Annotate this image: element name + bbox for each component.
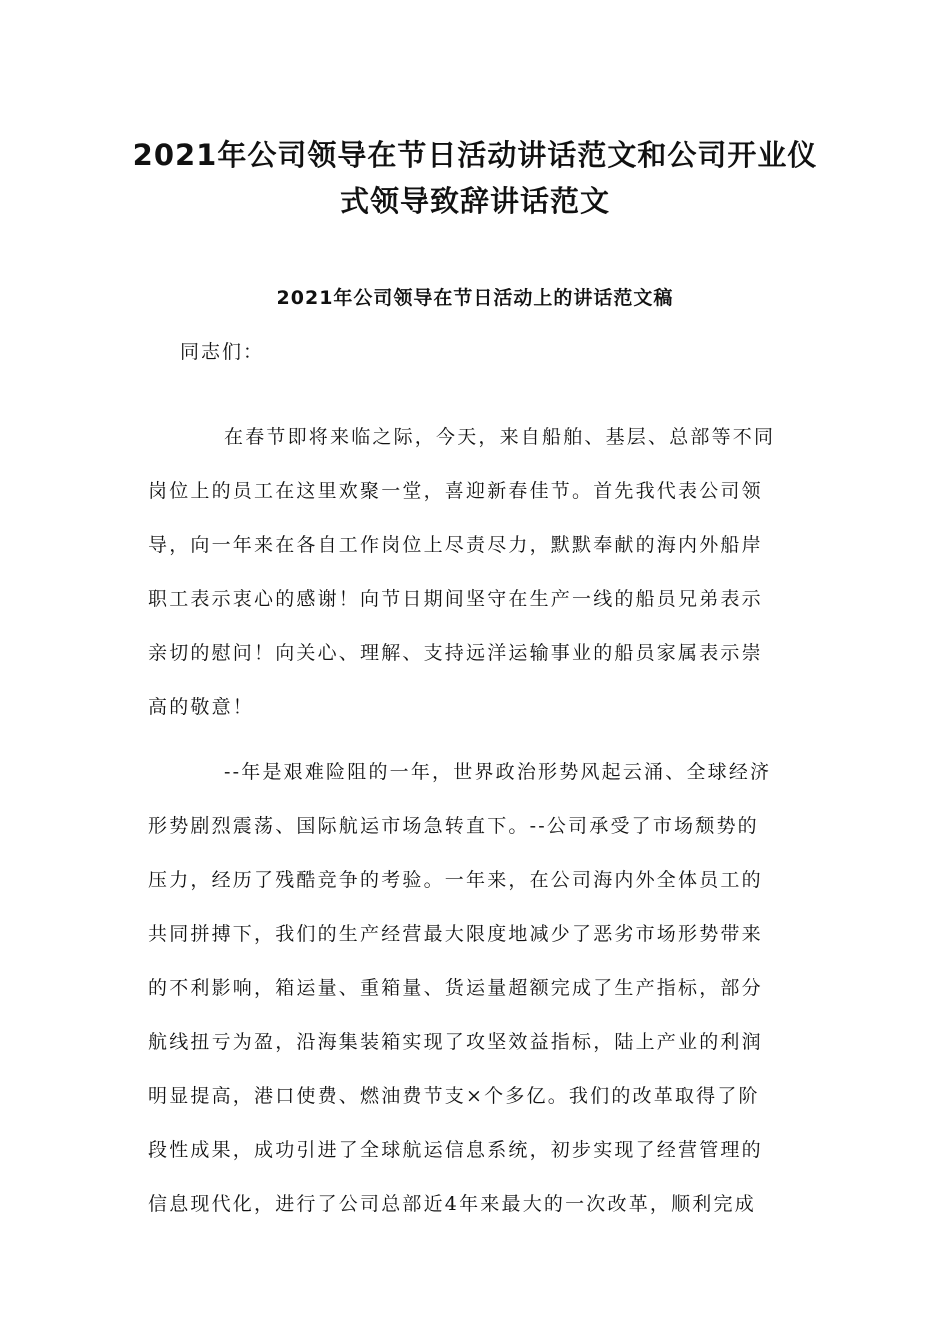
paragraph-line: 形势剧烈震荡、国际航运市场急转直下。--公司承受了市场颓势的 <box>148 815 759 837</box>
salutation: 同志们： <box>180 341 265 363</box>
document-title-line-2: 式领导致辞讲话范文 <box>339 184 610 218</box>
paragraph-line: 职工表示衷心的感谢！向节日期间坚守在生产一线的船员兄弟表示 <box>148 588 763 610</box>
paragraph-line: 压力，经历了残酷竞争的考验。一年来，在公司海内外全体员工的 <box>148 869 763 891</box>
paragraph-2 <box>148 757 808 1243</box>
paragraph-line: 明显提高，港口使费、燃油费节支×个多亿。我们的改革取得了阶 <box>148 1085 760 1107</box>
paragraph-line: 航线扭亏为盈，沿海集装箱实现了攻坚效益指标，陆上产业的利润 <box>148 1031 763 1053</box>
paragraph-line: 信息现代化，进行了公司总部近4年来最大的一次改革，顺利完成 <box>148 1193 756 1215</box>
paragraph-line: 在春节即将来临之际，今天，来自船舶、基层、总部等不同 <box>224 426 776 448</box>
paragraph-line: 共同拼搏下，我们的生产经营最大限度地减少了恶劣市场形势带来 <box>148 923 763 945</box>
paragraph-line: 的不利影响，箱运量、重箱量、货运量超额完成了生产指标，部分 <box>148 977 763 999</box>
paragraph-line: 高的敬意！ <box>148 696 255 718</box>
paragraph-line: --年是艰难险阻的一年，世界政治形势风起云涌、全球经济 <box>224 761 772 783</box>
section-title: 2021年公司领导在节日活动上的讲话范文稿 <box>276 287 674 309</box>
paragraph-line: 岗位上的员工在这里欢聚一堂，喜迎新春佳节。首先我代表公司领 <box>148 480 763 502</box>
document-title-line-1: 2021年公司领导在节日活动讲话范文和公司开业仪 <box>132 138 818 172</box>
paragraph-line: 亲切的慰问！向关心、理解、支持远洋运输事业的船员家属表示崇 <box>148 642 763 664</box>
paragraph-line: 段性成果，成功引进了全球航运信息系统，初步实现了经营管理的 <box>148 1139 763 1161</box>
paragraph-line: 导，向一年来在各自工作岗位上尽责尽力，默默奉献的海内外船岸 <box>148 534 763 556</box>
paragraph-1 <box>148 422 808 746</box>
